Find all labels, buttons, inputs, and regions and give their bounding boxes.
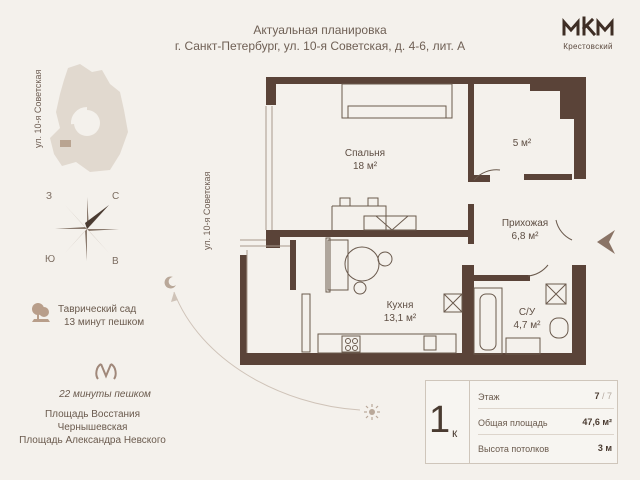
station-2: Чернышевская xyxy=(57,422,128,433)
room-hallway-name: Прихожая xyxy=(501,218,549,229)
room-bathroom-name: С/У xyxy=(518,307,536,318)
floor-value xyxy=(594,391,612,401)
area-value: 47,6 м² xyxy=(582,417,612,427)
ceiling-value: 3 м xyxy=(597,443,612,453)
room-bathroom-area: 4,7 м² xyxy=(513,320,541,331)
room-kitchen xyxy=(365,299,435,325)
plan-street-label: ул. 10-я Советская xyxy=(202,171,212,250)
floor-row xyxy=(478,387,614,407)
page-title xyxy=(0,22,640,54)
compass-west: З xyxy=(46,191,53,202)
rooms-count xyxy=(426,381,470,463)
metro-walk-time: 22 минуты пешком xyxy=(59,389,151,400)
room-closet xyxy=(500,137,544,150)
sun-icon xyxy=(364,404,380,420)
brand-logo xyxy=(556,16,620,51)
floor-number: 7 xyxy=(594,391,600,401)
room-hallway xyxy=(485,217,565,243)
metro-icon xyxy=(93,360,119,382)
title-line-1: Актуальная планировка xyxy=(253,23,387,37)
room-bedroom xyxy=(335,147,395,173)
title-line-2: г. Санкт-Петербург, ул. 10-я Советская, д. 4-6, лит. А xyxy=(174,39,466,53)
area-row xyxy=(478,413,614,433)
station-1: Площадь Восстания xyxy=(44,409,141,420)
logo-text: Крестовский xyxy=(563,42,613,51)
divider xyxy=(478,408,614,409)
rooms-number: 1 xyxy=(429,399,451,441)
apartment-info-card xyxy=(425,380,618,464)
metro-stations xyxy=(10,408,175,447)
rooms-suffix: к xyxy=(452,426,458,440)
station-3: Площадь Александра Невского xyxy=(19,435,166,446)
compass-north: С xyxy=(112,191,120,202)
floor-total: / 7 xyxy=(599,391,612,401)
room-kitchen-area: 13,1 м² xyxy=(383,313,417,324)
room-hallway-area: 6,8 м² xyxy=(511,231,539,242)
floor-label: Этаж xyxy=(478,392,500,402)
room-bedroom-name: Спальня xyxy=(344,148,386,159)
room-kitchen-name: Кухня xyxy=(386,300,414,311)
entrance-arrow-icon xyxy=(597,230,617,254)
compass-east: В xyxy=(112,256,119,267)
room-bedroom-area: 18 м² xyxy=(352,161,378,172)
park-walk-time: 13 минут пешком xyxy=(64,317,145,328)
site-map xyxy=(40,62,130,174)
logo-icon xyxy=(561,16,615,36)
room-closet-area: 5 м² xyxy=(512,138,532,149)
park-icon xyxy=(30,300,52,324)
ceiling-label: Высота потолков xyxy=(478,444,549,454)
area-label: Общая площадь xyxy=(478,418,548,428)
ceiling-row xyxy=(478,439,614,459)
compass-south: Ю xyxy=(45,254,56,265)
room-bathroom xyxy=(504,306,550,332)
divider xyxy=(478,434,614,435)
park-name: Таврический сад xyxy=(58,304,137,315)
moon-icon xyxy=(164,275,178,289)
park-info xyxy=(58,303,168,329)
map-street-label: ул. 10-я Советская xyxy=(33,69,43,148)
